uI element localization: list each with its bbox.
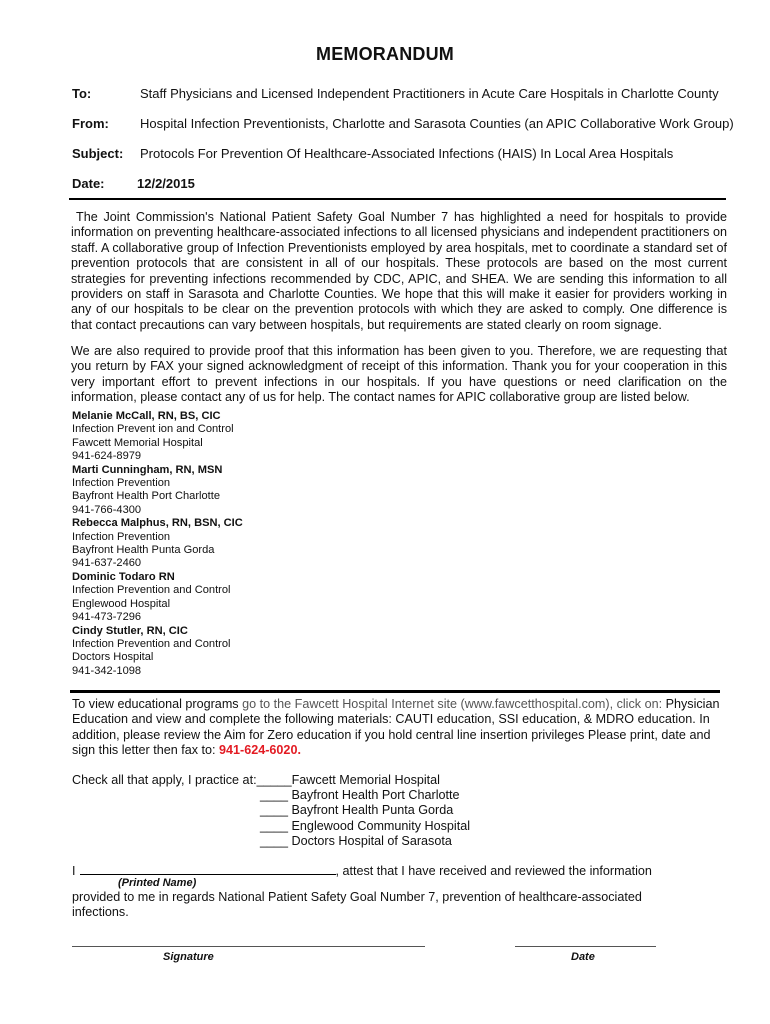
from-value: Hospital Infection Preventionists, Charlotte and Sarasota Counties (an APIC Collaborative Work Group) <box>140 116 734 131</box>
contact-name: Melanie McCall, RN, BS, CIC <box>72 410 221 422</box>
contact-role: Infection Prevention and Control <box>72 637 231 650</box>
date-field[interactable] <box>515 946 656 947</box>
hospital-checklist <box>72 773 470 849</box>
contact-role: Infection Prevent ion and Control <box>72 423 234 436</box>
from-label: From: <box>72 116 109 131</box>
to-value: Staff Physicians and Licensed Independent Practitioners in Acute Care Hospitals in Charlotte County <box>140 86 719 101</box>
contact-phone: 941-342-1098 <box>72 664 142 677</box>
page-title: MEMORANDUM <box>316 44 454 64</box>
contact-phone: 941-637-2460 <box>72 557 142 570</box>
section-divider <box>70 690 720 693</box>
signature-date-label: Date <box>571 951 595 963</box>
printed-name-label: (Printed Name) <box>118 877 197 889</box>
contact-role: Infection Prevention and Control <box>72 584 231 597</box>
checklist-blank[interactable]: ____ <box>260 833 289 848</box>
checklist-option <box>72 834 470 849</box>
checklist-option-label: Englewood Community Hospital <box>291 818 471 833</box>
contact-entry <box>72 571 243 625</box>
attestation-suffix: , attest that I have received and reviewed the information <box>335 864 652 878</box>
attestation-continuation: provided to me in regards National Patient Safety Goal Number 7, prevention of healthcare-associated infections. <box>72 890 642 920</box>
checklist-blank[interactable]: _____ <box>256 773 292 787</box>
contact-entry <box>72 625 243 679</box>
signature-field[interactable] <box>72 946 425 947</box>
contact-phone: 941-473-7296 <box>72 611 142 624</box>
request-paragraph: We are also required to provide proof that this information has been given to you. Therefore, we are requesting that you return by FAX your signed acknowledgment of receipt of this information. Thank you for your cooperation in this very important effort to prevent infections in our hospitals. If you have questions or need clarification on the information, please contact any of us for help. The contact names for APIC collaborative group are listed below. <box>71 344 727 405</box>
checklist-prompt: Check all that apply, I practice at: <box>72 773 257 787</box>
contact-entry <box>72 517 243 571</box>
intro-paragraph: The Joint Commission's National Patient Safety Goal Number 7 has highlighted a need for hospitals to provide information on preventing healthcare-associated infections to all licensed physicians and independent practitioners on staff. A collaborative group of Infection Preventionists employed by area hospitals, met to coordinate a standard set of prevention protocols that are consistent in all of our hospitals. These protocols are based on the most current strategies for preventing infections recommended by CDC, APIC, and SHEA. We are sending this information to all providers on staff in Sarasota and Charlotte Counties. We hope that this will make it easier for providers working in any of our hospitals to be clear on the prevention protocols with which they are asked to comply. One difference is that contact precautions can vary between hospitals, but requirements are stated clearly on room signage. <box>71 210 727 332</box>
attestation-prefix: I <box>72 864 76 878</box>
contact-entry <box>72 464 243 518</box>
fax-number: 941-624-6020. <box>219 743 301 758</box>
checklist-blank[interactable]: ____ <box>260 818 289 833</box>
subject-label: Subject: <box>72 146 124 161</box>
contact-phone: 941-624-8979 <box>72 450 142 463</box>
contact-name: Cindy Stutler, RN, CIC <box>72 624 188 637</box>
checklist-blank[interactable]: ____ <box>260 803 289 818</box>
header-divider <box>69 198 726 200</box>
subject-value: Protocols For Prevention Of Healthcare-Associated Infections (HAIS) In Local Area Hospitals <box>140 146 674 161</box>
checklist-option-label: Doctors Hospital of Sarasota <box>291 833 452 848</box>
checklist-prompt-row <box>72 773 470 788</box>
date-value: 12/2/2015 <box>137 176 195 191</box>
checklist-option <box>72 803 470 818</box>
contact-name: Marti Cunningham, RN, MSN <box>72 463 223 476</box>
checklist-option-label: Bayfront Health Punta Gorda <box>291 803 454 818</box>
checklist-blank[interactable]: ____ <box>260 788 289 803</box>
contact-hospital: Doctors Hospital <box>72 651 154 664</box>
contact-role: Infection Prevention <box>72 530 171 543</box>
checklist-option-label: Bayfront Health Port Charlotte <box>291 788 460 803</box>
contact-role: Infection Prevention <box>72 477 171 490</box>
contact-hospital: Englewood Hospital <box>72 597 171 610</box>
attestation-line <box>72 862 652 878</box>
contact-hospital: Bayfront Health Port Charlotte <box>72 490 220 503</box>
education-lead: To view educational programs <box>72 697 239 711</box>
education-instructions: Physician Education and view and complete the following materials: CAUTI education, SSI education, & MDRO education. In addition, please review the Aim for Zero education if you hold central line insertion privileges Please print, date and sign this letter then fax to: <box>72 697 720 758</box>
education-website-link[interactable]: go to the Fawcett Hospital Internet site (www.fawcetthospital.com), click on: <box>242 697 663 711</box>
checklist-option <box>72 788 470 803</box>
education-paragraph <box>72 697 732 759</box>
contact-name: Rebecca Malphus, RN, BSN, CIC <box>72 517 243 530</box>
checklist-option-label: Fawcett Memorial Hospital <box>291 773 440 787</box>
contact-entry <box>72 410 243 464</box>
checklist-option <box>72 819 470 834</box>
contact-phone: 941-766-4300 <box>72 503 142 516</box>
contact-name: Dominic Todaro RN <box>72 570 175 583</box>
printed-name-field[interactable] <box>80 862 336 875</box>
contact-list <box>72 410 243 678</box>
signature-label: Signature <box>163 951 214 963</box>
date-label: Date: <box>72 176 105 191</box>
contact-hospital: Fawcett Memorial Hospital <box>72 436 203 449</box>
to-label: To: <box>72 86 92 101</box>
contact-hospital: Bayfront Health Punta Gorda <box>72 544 215 557</box>
